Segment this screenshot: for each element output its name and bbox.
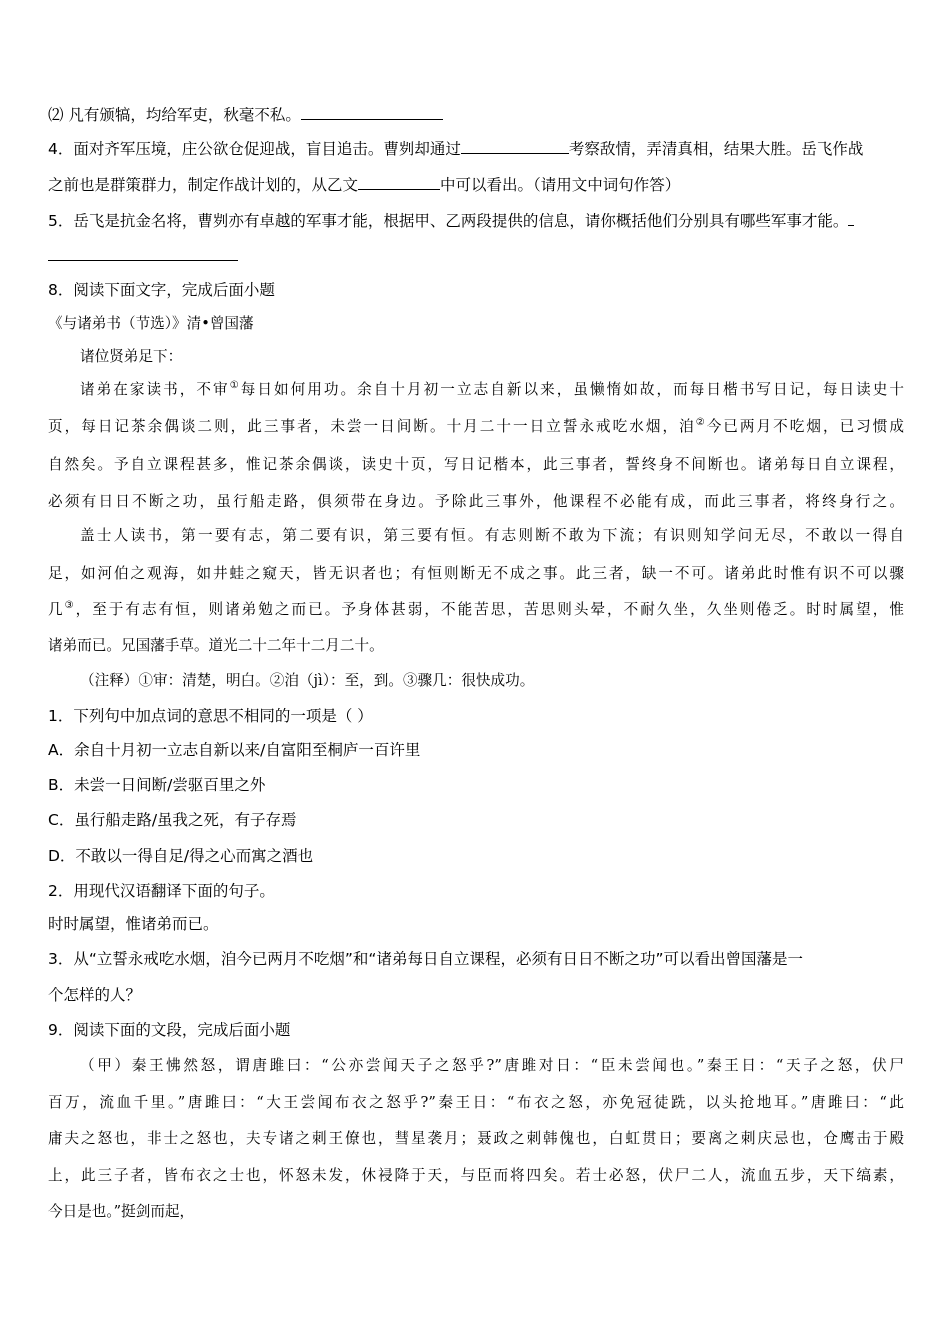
q7-q4-line-1-b: 考察敌情，弄清真相，结果大胜。岳飞作战 (568, 140, 864, 158)
q8-p1-line-2-a: 页，每日记茶余偶谈二则，此三事者，未尝一日间断。十月二十一日立誓永戒吃水烟，洎 (48, 418, 696, 435)
q7-q4-blank-2[interactable] (358, 174, 440, 190)
q8-sub-question-1: 1．下列句中加点词的意思不相同的一项是（ ） (48, 707, 373, 725)
q8-p2-line-2: 足，如河伯之观海，如井蛙之窥天，皆无识者也；有恒则断无不成之事。此三者，缺一不可。诸弟此时惟有识不可以骤 (48, 565, 904, 582)
q8-p2-line-4: 诸弟而已。兄国藩手草。道光二十二年十二月二十。 (48, 637, 384, 654)
q7-q4-line-2 (48, 174, 680, 195)
q8-p1-line-1 (80, 380, 904, 400)
q7-q4-line-2-b: 中可以看出。（请用文中词句作答） (440, 176, 681, 194)
footnote-mark-3: ③ (64, 600, 76, 612)
q8-option-b[interactable]: B．未尝一日间断/尝驱百里之外 (48, 776, 266, 794)
q7-item-2-text: ⑵ 凡有颁犒，均给军吏，秋毫不私。 (48, 106, 301, 124)
footnote-mark-1: ① (229, 380, 241, 392)
q9-passage-line-1: （甲）秦王怫然怒，谓唐雎曰：“公亦尝闻天子之怒乎?”唐雎对日：“臣未尝闻也。”秦王日：“天子之怒，伏尸 (80, 1057, 904, 1074)
q8-p2-line-3-b: ，至于有志有恒，则诸弟勉之而已。予身体甚弱，不能苦思，苦思则头晕，不耐久坐，久坐则倦乏。时时属望，惟 (75, 601, 904, 618)
q8-p2-line-1: 盖士人读书，第一要有志，第二要有识，第三要有恒。有志则断不敢为下流；有识则知学问无尽，不敢以一得自 (80, 527, 904, 544)
q9-passage-line-5: 今日是也。”挺剑而起， (48, 1203, 195, 1220)
q7-q5-blank-start[interactable] (848, 210, 854, 226)
q7-item-2 (48, 104, 443, 125)
q8-option-d[interactable]: D．不敢以一得自足/得之心而寓之酒也 (48, 847, 314, 865)
q8-sub-question-3-line-1: 3．从“立誓永戒吃水烟，洎今已两月不吃烟”和“诸弟每日自立课程，必须有日日不断之功”可以看出曾国藩是一 (48, 950, 803, 968)
q9-passage-line-2: 百万，流血千里。”唐雎曰：“大王尝闻布衣之怒乎?”秦王日：“布衣之怒，亦免冠徒跣，以头抢地耳。”唐雎曰：“此 (48, 1094, 904, 1111)
q9-heading: 9．阅读下面的文段，完成后面小题 (48, 1021, 291, 1039)
q8-translate-sentence: 时时属望，惟诸弟而已。 (48, 915, 219, 933)
q7-q5-line (48, 210, 854, 231)
q8-p2-line-3 (48, 600, 904, 620)
q7-item-2-answer-blank[interactable] (301, 104, 443, 120)
q8-option-a[interactable]: A．余自十月初一立志自新以来/自富阳至桐庐一百许里 (48, 741, 421, 759)
q8-sub-question-3-line-2: 个怎样的人？ (48, 986, 142, 1004)
q8-option-c[interactable]: C．虽行船走路/虽我之死，有子存焉 (48, 811, 297, 829)
q7-q4-line-1-a: 4．面对齐军压境，庄公欲仓促迎战，盲目追击。曹刿却通过 (48, 140, 461, 158)
q8-p1-line-2-b: 今已两月不吃烟，已习惯成 (706, 418, 904, 435)
q7-q5-text: 5．岳飞是抗金名将，曹刿亦有卓越的军事才能，根据甲、乙两段提供的信息，请你概括他们分别具有哪些军事才能。 (48, 212, 849, 230)
q7-q4-line-1 (48, 138, 863, 159)
q7-q4-blank-1[interactable] (461, 138, 569, 154)
q8-notes: （注释）①审：清楚，明白。②洎（jì）：至，到。③骤几：很快成功。 (80, 672, 535, 689)
q8-heading: 8．阅读下面文字，完成后面小题 (48, 281, 275, 299)
q8-salutation: 诸位贤弟足下： (80, 348, 183, 365)
q8-p1-line-3: 自然矣。予自立课程甚多，惟记茶余偶谈，读史十页，写日记楷本，此三事者，誓终身不间断也。诸弟每日自立课程， (48, 456, 904, 473)
q7-q4-line-2-a: 之前也是群策群力，制定作战计划的，从乙文 (48, 176, 359, 194)
q7-q5-answer-line[interactable] (48, 260, 238, 261)
q9-passage-line-3: 庸夫之怒也，非士之怒也，夫专诸之刺王僚也，彗星袭月；聂政之刺韩傀也，白虹贯日；要离之刺庆忌也，仓鹰击于殿 (48, 1130, 904, 1147)
q9-passage-line-4: 上，此三子者，皆布衣之士也，怀怒未发，休祲降于天，与臣而将四矣。若士必怒，伏尸二人，流血五步，天下缟素， (48, 1167, 904, 1184)
q8-p1-line-4: 必须有日日不断之功，虽行船走路，俱须带在身边。予除此三事外，他课程不必能有成，而此三事者，将终身行之。 (48, 493, 904, 510)
q8-sub-question-2: 2．用现代汉语翻译下面的句子。 (48, 882, 275, 900)
q8-p1-line-1-a: 诸弟在家读书，不审 (80, 381, 230, 398)
footnote-mark-2: ② (695, 417, 707, 429)
q8-p1-line-2 (48, 417, 904, 437)
q8-p2-line-3-a: 几 (48, 601, 65, 618)
q8-p1-line-1-b: 每日如何用功。余自十月初一立志自新以来，虽懒惰如故，而每日楷书写日记，每日读史十 (240, 381, 904, 398)
q8-title: 《与诸弟书（节选）》清•曾国藩 (48, 315, 254, 332)
